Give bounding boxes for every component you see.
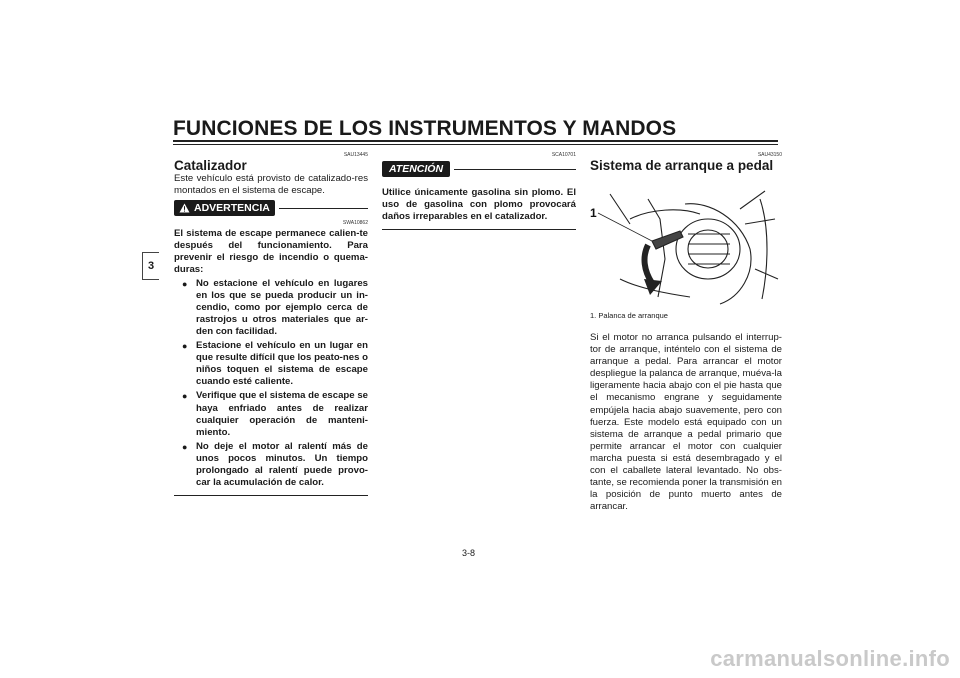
caution-text: Utilice únicamente gasolina sin plomo. El uso de gasolina con plomo provocará daños irreparables en el catalizador. <box>382 187 576 223</box>
column-catalyst <box>174 148 368 496</box>
title-rule <box>173 140 778 142</box>
kickstarter-illustration <box>590 179 782 307</box>
list-item: ● No estacione el vehículo en lugares en los que se pueda producir un in-cendio, como por ejemplo cerca de rastrojos u otros materiales que ar-den con facilidad. <box>182 278 368 338</box>
list-item: ● Verifique que el sistema de escape se haya enfriado antes de realizar cualquier operación de manteni-miento. <box>182 390 368 438</box>
section-code: SAU43150 <box>757 152 782 158</box>
kickstarter-figure <box>590 179 782 307</box>
chapter-tab: 3 <box>142 252 159 280</box>
section-heading: Sistema de arranque a pedal <box>590 158 774 173</box>
figure-callout: 1 <box>590 206 597 220</box>
warning-triangle-icon <box>179 203 190 213</box>
column-kickstart <box>590 148 782 513</box>
warning-text: El sistema de escape permanece calien-te después del funcionamiento. Para prevenir el riesgo de incendio o quema-duras: <box>174 228 368 276</box>
page-number: 3-8 <box>462 548 476 558</box>
caution-badge: ATENCIÓN <box>382 161 450 177</box>
caution-end-rule <box>382 229 576 230</box>
section-heading: Catalizador <box>174 158 247 173</box>
warning-end-rule <box>174 495 368 496</box>
warning-badge <box>174 200 275 216</box>
watermark: carmanualsonline.info <box>710 646 950 671</box>
figure-caption: 1. Palanca de arranque <box>590 311 668 320</box>
warning-label: ADVERTENCIA <box>194 202 270 215</box>
list-item: ● No deje el motor al ralentí más de unos pocos minutos. Un tiempo prolongado al ralentí puede provo-car la acumulación de calor. <box>182 441 368 489</box>
list-item: ● Estacione el vehículo en un lugar en que resulte difícil que los peato-nes o niños toquen el sistema de escape cuando esté caliente. <box>182 340 368 388</box>
caution-code: SCA10701 <box>551 152 576 158</box>
warning-rule <box>279 208 368 209</box>
title-rule-thin <box>173 144 778 145</box>
column-caution <box>382 148 576 230</box>
warning-header <box>174 200 368 216</box>
caution-rule <box>454 169 576 170</box>
intro-text: Este vehículo está provisto de catalizado-res montados en el sistema de escape. <box>174 173 368 197</box>
section-code: SAU13445 <box>343 152 368 158</box>
caution-header <box>382 161 576 177</box>
warning-code: SWA10862 <box>342 220 368 227</box>
page-title: FUNCIONES DE LOS INSTRUMENTOS Y MANDOS <box>173 117 677 140</box>
warning-bullets <box>182 278 368 490</box>
body-text: Si el motor no arranca pulsando el interrup-tor de arranque, inténtelo con el sistema de arranque a pedal. Para arrancar el motor despliegue la palanca de arranque, muéva-la ligeramente hacia abajo con el pie hasta que el mecanismo engrane y seguidamente empújela hacia abajo suavemente, pero con fuerza. Este modelo está equipado con un sistema de arranque a pedal primario que permite arrancar el motor con cualquier marcha puesta si está desembragado y el con el caballete lateral levantado. No obs-tante, se recomienda poner la transmisión en la posición de punto muerto antes de arrancar. <box>590 332 783 513</box>
